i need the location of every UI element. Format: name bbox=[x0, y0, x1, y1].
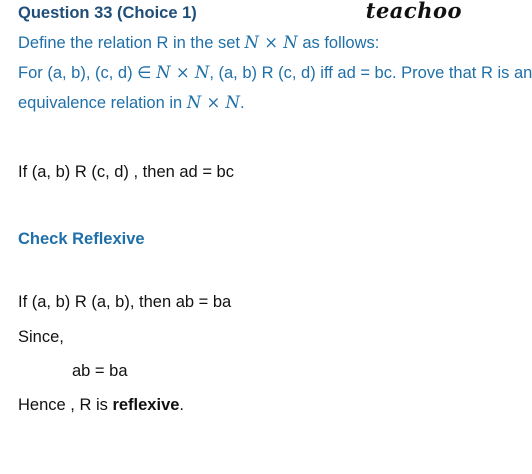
question-heading: Question 33 (Choice 1) bbox=[18, 4, 197, 22]
conclusion-keyword: reflexive bbox=[112, 396, 180, 414]
question-line-3 bbox=[18, 93, 245, 113]
equation: ab = ba bbox=[72, 362, 128, 380]
conclusion-text: Hence , R is bbox=[18, 396, 113, 414]
section-title: Check Reflexive bbox=[18, 230, 145, 248]
brand-logo: teachoo bbox=[365, 0, 462, 23]
question-text: . bbox=[239, 94, 245, 112]
math-set: N × N bbox=[244, 33, 298, 52]
question-text: Define the relation R in the set bbox=[18, 34, 245, 52]
math-set: N × N bbox=[186, 93, 240, 112]
conclusion bbox=[18, 396, 184, 415]
relation-definition: If (a, b) R (c, d) , then ad = bc bbox=[18, 163, 234, 181]
conclusion-text: . bbox=[179, 396, 185, 414]
math-set: N × N bbox=[156, 63, 210, 82]
reflexive-step: If (a, b) R (a, b), then ab = ba bbox=[18, 293, 232, 311]
question-line-2 bbox=[18, 63, 532, 83]
question-text: equivalence relation in bbox=[18, 94, 187, 112]
since-label: Since, bbox=[18, 328, 64, 346]
question-text: For (a, b), (c, d) ∈ bbox=[18, 64, 157, 82]
question-text: as follows: bbox=[297, 34, 380, 52]
question-text: , (a, b) R (c, d) iff ad = bc. Prove that R is an bbox=[209, 64, 532, 82]
question-line-1 bbox=[18, 33, 379, 53]
